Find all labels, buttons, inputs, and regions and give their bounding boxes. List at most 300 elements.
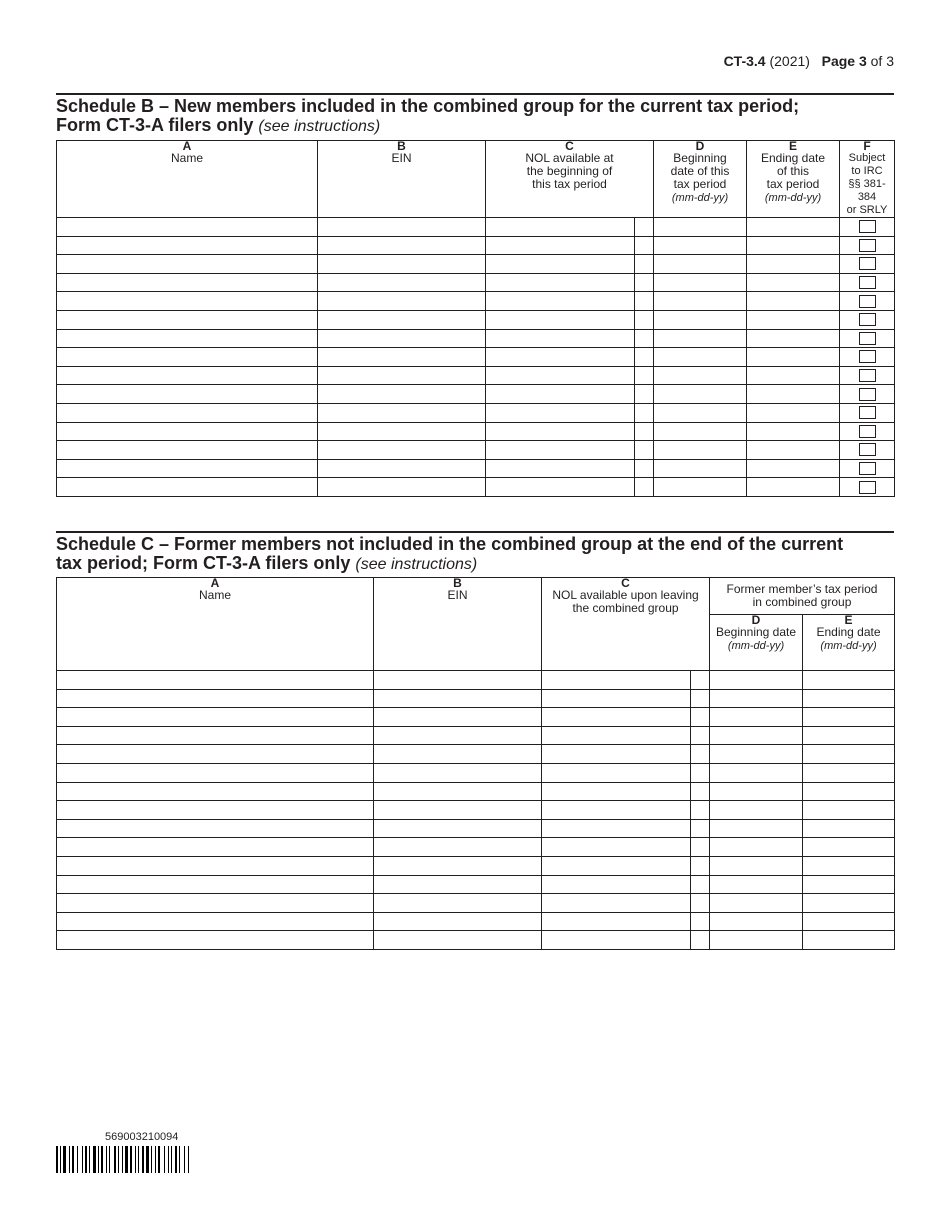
end-date-cell[interactable] bbox=[747, 310, 840, 329]
subject-checkbox[interactable] bbox=[859, 220, 876, 233]
name-cell[interactable] bbox=[57, 255, 318, 274]
barcode-bar bbox=[125, 1146, 128, 1173]
schedule-c-header-row-1 bbox=[57, 578, 895, 615]
nol-cents-cell[interactable] bbox=[691, 931, 710, 950]
nol-cents-cell[interactable] bbox=[635, 422, 654, 441]
barcode-bar bbox=[188, 1146, 189, 1173]
begin-date-cell[interactable] bbox=[710, 708, 803, 727]
schedule-b-row bbox=[57, 273, 895, 292]
ein-cell[interactable] bbox=[374, 745, 542, 764]
ein-cell[interactable] bbox=[318, 441, 486, 460]
nol-cents-cell[interactable] bbox=[635, 329, 654, 348]
schedule-b-instructions: (see instructions) bbox=[258, 118, 381, 135]
ein-cell[interactable] bbox=[374, 671, 542, 690]
subject-checkbox[interactable] bbox=[859, 313, 876, 326]
nol-cell[interactable] bbox=[486, 273, 635, 292]
subject-cell[interactable] bbox=[840, 422, 895, 441]
begin-date-cell[interactable] bbox=[654, 236, 747, 255]
barcode-bar bbox=[72, 1146, 74, 1173]
schedule-b-row bbox=[57, 236, 895, 255]
barcode-bar bbox=[77, 1146, 78, 1173]
begin-date-cell[interactable] bbox=[710, 782, 803, 801]
begin-date-cell[interactable] bbox=[654, 366, 747, 385]
schedule-c-row bbox=[57, 894, 895, 913]
nol-cents-cell[interactable] bbox=[635, 236, 654, 255]
barcode-bar bbox=[93, 1146, 96, 1173]
nol-cell[interactable] bbox=[486, 459, 635, 478]
form-number: CT-3.4 bbox=[723, 53, 766, 69]
nol-cents-cell[interactable] bbox=[691, 801, 710, 820]
barcode-bar bbox=[101, 1146, 103, 1173]
ein-cell[interactable] bbox=[318, 218, 486, 237]
end-date-cell[interactable] bbox=[747, 403, 840, 422]
end-date-cell[interactable] bbox=[803, 856, 895, 875]
end-date-cell[interactable] bbox=[803, 745, 895, 764]
end-date-cell[interactable] bbox=[803, 838, 895, 857]
nol-cell[interactable] bbox=[486, 403, 635, 422]
ein-cell[interactable] bbox=[318, 403, 486, 422]
schedule-c-title-line2: tax period; Form CT-3-A filers only (see instructions) bbox=[56, 553, 478, 573]
ein-cell[interactable] bbox=[318, 236, 486, 255]
begin-date-cell[interactable] bbox=[710, 875, 803, 894]
end-date-cell[interactable] bbox=[747, 478, 840, 497]
schedule-c-row bbox=[57, 819, 895, 838]
barcode-bar bbox=[60, 1146, 61, 1173]
name-cell[interactable] bbox=[57, 236, 318, 255]
end-date-cell[interactable] bbox=[803, 931, 895, 950]
subject-checkbox[interactable] bbox=[859, 462, 876, 475]
begin-date-cell[interactable] bbox=[710, 745, 803, 764]
schedule-c-row bbox=[57, 708, 895, 727]
subject-cell[interactable] bbox=[840, 218, 895, 237]
ein-cell[interactable] bbox=[374, 819, 542, 838]
nol-cents-cell[interactable] bbox=[635, 478, 654, 497]
ein-cell[interactable] bbox=[318, 459, 486, 478]
nol-cell[interactable] bbox=[486, 385, 635, 404]
barcode-bar bbox=[146, 1146, 149, 1173]
nol-cell[interactable] bbox=[542, 726, 691, 745]
end-date-cell[interactable] bbox=[803, 819, 895, 838]
schedule-c-row bbox=[57, 912, 895, 931]
end-date-cell[interactable] bbox=[747, 273, 840, 292]
subject-cell[interactable] bbox=[840, 273, 895, 292]
nol-cents-cell[interactable] bbox=[635, 441, 654, 460]
schedule-c-row bbox=[57, 763, 895, 782]
barcode-bar bbox=[82, 1146, 83, 1173]
barcode-number: 569003210094 bbox=[105, 1131, 179, 1143]
barcode-bar bbox=[63, 1146, 66, 1173]
name-cell[interactable] bbox=[57, 708, 374, 727]
nol-cell[interactable] bbox=[542, 912, 691, 931]
nol-cents-cell[interactable] bbox=[691, 838, 710, 857]
nol-cents-cell[interactable] bbox=[635, 273, 654, 292]
schedule-b-title-line1: Schedule B – New members included in the combined group for the current tax period; bbox=[56, 96, 800, 116]
tax-period-group-header: Former member’s tax period in combined group bbox=[710, 578, 895, 615]
name-cell[interactable] bbox=[57, 385, 318, 404]
begin-date-cell[interactable] bbox=[710, 912, 803, 931]
subject-checkbox[interactable] bbox=[859, 369, 876, 382]
end-date-cell[interactable] bbox=[803, 875, 895, 894]
end-date-cell[interactable] bbox=[747, 329, 840, 348]
nol-cents-cell[interactable] bbox=[691, 745, 710, 764]
ein-cell[interactable] bbox=[374, 838, 542, 857]
ein-cell[interactable] bbox=[374, 726, 542, 745]
nol-cell[interactable] bbox=[486, 329, 635, 348]
barcode-bar bbox=[164, 1146, 165, 1173]
ein-cell[interactable] bbox=[318, 329, 486, 348]
begin-date-cell[interactable] bbox=[710, 838, 803, 857]
end-date-cell[interactable] bbox=[803, 801, 895, 820]
end-date-cell[interactable] bbox=[747, 236, 840, 255]
barcode-bar bbox=[135, 1146, 136, 1173]
begin-date-cell[interactable] bbox=[654, 422, 747, 441]
name-cell[interactable] bbox=[57, 782, 374, 801]
ein-cell[interactable] bbox=[374, 708, 542, 727]
begin-date-cell[interactable] bbox=[710, 931, 803, 950]
barcode-bar bbox=[109, 1146, 110, 1173]
schedule-b-row bbox=[57, 478, 895, 497]
nol-cell[interactable] bbox=[542, 838, 691, 857]
col-e-header: E Ending date (mm-dd-yy) bbox=[803, 615, 895, 671]
name-cell[interactable] bbox=[57, 218, 318, 237]
begin-date-cell[interactable] bbox=[710, 689, 803, 708]
name-cell[interactable] bbox=[57, 441, 318, 460]
nol-cell[interactable] bbox=[542, 819, 691, 838]
schedule-b-row bbox=[57, 385, 895, 404]
subject-cell[interactable] bbox=[840, 478, 895, 497]
nol-cell[interactable] bbox=[542, 763, 691, 782]
nol-cents-cell[interactable] bbox=[691, 689, 710, 708]
schedule-c-row bbox=[57, 875, 895, 894]
nol-cents-cell[interactable] bbox=[635, 459, 654, 478]
name-cell[interactable] bbox=[57, 689, 374, 708]
nol-cents-cell[interactable] bbox=[691, 856, 710, 875]
schedule-c-row bbox=[57, 801, 895, 820]
name-cell[interactable] bbox=[57, 726, 374, 745]
name-cell[interactable] bbox=[57, 745, 374, 764]
schedule-b-header-row bbox=[57, 141, 895, 218]
end-date-cell[interactable] bbox=[803, 671, 895, 690]
ein-cell[interactable] bbox=[318, 422, 486, 441]
nol-cents-cell[interactable] bbox=[691, 726, 710, 745]
subject-checkbox[interactable] bbox=[859, 295, 876, 308]
subject-cell[interactable] bbox=[840, 403, 895, 422]
begin-date-cell[interactable] bbox=[654, 329, 747, 348]
nol-cell[interactable] bbox=[542, 782, 691, 801]
end-date-cell[interactable] bbox=[803, 726, 895, 745]
schedule-c-row bbox=[57, 689, 895, 708]
schedule-b-row bbox=[57, 292, 895, 311]
nol-cell[interactable] bbox=[486, 292, 635, 311]
end-date-cell[interactable] bbox=[747, 292, 840, 311]
ein-cell[interactable] bbox=[374, 912, 542, 931]
subject-checkbox[interactable] bbox=[859, 239, 876, 252]
begin-date-cell[interactable] bbox=[654, 348, 747, 367]
begin-date-cell[interactable] bbox=[654, 385, 747, 404]
barcode-bar bbox=[114, 1146, 116, 1173]
schedule-b-title-line2: Form CT-3-A filers only (see instructions) bbox=[56, 115, 381, 135]
name-cell[interactable] bbox=[57, 763, 374, 782]
ein-cell[interactable] bbox=[374, 856, 542, 875]
barcode-bar bbox=[151, 1146, 152, 1173]
col-a-header: A Name bbox=[57, 141, 318, 218]
nol-cents-cell[interactable] bbox=[635, 292, 654, 311]
ein-cell[interactable] bbox=[318, 478, 486, 497]
begin-date-cell[interactable] bbox=[710, 894, 803, 913]
barcode-bar bbox=[175, 1146, 177, 1173]
begin-date-cell[interactable] bbox=[654, 292, 747, 311]
nol-cents-cell[interactable] bbox=[691, 782, 710, 801]
ein-cell[interactable] bbox=[318, 292, 486, 311]
barcode-bar bbox=[89, 1146, 90, 1173]
end-date-cell[interactable] bbox=[747, 348, 840, 367]
name-cell[interactable] bbox=[57, 671, 374, 690]
schedule-c-instructions: (see instructions) bbox=[355, 556, 478, 573]
barcode-bar bbox=[56, 1146, 58, 1173]
subject-cell[interactable] bbox=[840, 348, 895, 367]
barcode-bar bbox=[85, 1146, 87, 1173]
col-c-header: C NOL available at the beginning of this tax period bbox=[486, 141, 654, 218]
subject-cell[interactable] bbox=[840, 441, 895, 460]
begin-date-cell[interactable] bbox=[710, 819, 803, 838]
subject-checkbox[interactable] bbox=[859, 481, 876, 494]
nol-cell[interactable] bbox=[542, 745, 691, 764]
end-date-cell[interactable] bbox=[803, 782, 895, 801]
nol-cell[interactable] bbox=[542, 801, 691, 820]
ein-cell[interactable] bbox=[374, 689, 542, 708]
schedule-c-row bbox=[57, 782, 895, 801]
schedule-b-row bbox=[57, 329, 895, 348]
nol-cents-cell[interactable] bbox=[635, 385, 654, 404]
page-of: of 3 bbox=[870, 53, 894, 69]
barcode-bar bbox=[106, 1146, 107, 1173]
schedule-c-row bbox=[57, 856, 895, 875]
subject-checkbox[interactable] bbox=[859, 257, 876, 270]
begin-date-cell[interactable] bbox=[654, 218, 747, 237]
nol-cell[interactable] bbox=[542, 931, 691, 950]
ein-cell[interactable] bbox=[374, 894, 542, 913]
nol-cell[interactable] bbox=[486, 478, 635, 497]
schedule-b-table bbox=[56, 140, 895, 497]
col-c-header: C NOL available upon leaving the combined group bbox=[542, 578, 710, 671]
subject-checkbox[interactable] bbox=[859, 406, 876, 419]
schedule-b-row bbox=[57, 403, 895, 422]
ein-cell[interactable] bbox=[318, 348, 486, 367]
name-cell[interactable] bbox=[57, 931, 374, 950]
begin-date-cell[interactable] bbox=[654, 310, 747, 329]
nol-cell[interactable] bbox=[542, 875, 691, 894]
nol-cell[interactable] bbox=[486, 255, 635, 274]
end-date-cell[interactable] bbox=[803, 689, 895, 708]
schedule-b-row bbox=[57, 348, 895, 367]
col-d-header: D Beginning date (mm-dd-yy) bbox=[710, 615, 803, 671]
subject-cell[interactable] bbox=[840, 236, 895, 255]
col-d-header: D Beginning date of this tax period (mm-dd-yy) bbox=[654, 141, 747, 218]
col-a-header: A Name bbox=[57, 578, 374, 671]
name-cell[interactable] bbox=[57, 801, 374, 820]
nol-cents-cell[interactable] bbox=[635, 218, 654, 237]
schedule-c-row bbox=[57, 745, 895, 764]
end-date-cell[interactable] bbox=[803, 763, 895, 782]
barcode-bar bbox=[122, 1146, 123, 1173]
begin-date-cell[interactable] bbox=[710, 726, 803, 745]
subject-cell[interactable] bbox=[840, 459, 895, 478]
barcode-bar bbox=[171, 1146, 172, 1173]
schedule-b-row bbox=[57, 459, 895, 478]
nol-cents-cell[interactable] bbox=[691, 875, 710, 894]
ein-cell[interactable] bbox=[318, 366, 486, 385]
subject-checkbox[interactable] bbox=[859, 276, 876, 289]
begin-date-cell[interactable] bbox=[654, 273, 747, 292]
nol-cents-cell[interactable] bbox=[635, 348, 654, 367]
nol-cell[interactable] bbox=[486, 218, 635, 237]
ein-cell[interactable] bbox=[374, 782, 542, 801]
ein-cell[interactable] bbox=[318, 255, 486, 274]
nol-cell[interactable] bbox=[486, 310, 635, 329]
nol-cents-cell[interactable] bbox=[635, 403, 654, 422]
end-date-cell[interactable] bbox=[747, 255, 840, 274]
subject-cell[interactable] bbox=[840, 255, 895, 274]
end-date-cell[interactable] bbox=[803, 894, 895, 913]
begin-date-cell[interactable] bbox=[654, 255, 747, 274]
ein-cell[interactable] bbox=[374, 931, 542, 950]
schedule-c-row bbox=[57, 726, 895, 745]
begin-date-cell[interactable] bbox=[654, 478, 747, 497]
name-cell[interactable] bbox=[57, 459, 318, 478]
nol-cell[interactable] bbox=[486, 348, 635, 367]
nol-cents-cell[interactable] bbox=[635, 310, 654, 329]
schedule-b-row bbox=[57, 310, 895, 329]
barcode-bar bbox=[142, 1146, 144, 1173]
barcode-bar bbox=[168, 1146, 169, 1173]
col-e-header: E Ending date of this tax period (mm-dd-yy) bbox=[747, 141, 840, 218]
name-cell[interactable] bbox=[57, 422, 318, 441]
name-cell[interactable] bbox=[57, 819, 374, 838]
form-year: (2021) bbox=[769, 53, 810, 69]
nol-cents-cell[interactable] bbox=[635, 366, 654, 385]
end-date-cell[interactable] bbox=[803, 708, 895, 727]
name-cell[interactable] bbox=[57, 292, 318, 311]
barcode-bar bbox=[179, 1146, 180, 1173]
barcode-bar bbox=[158, 1146, 160, 1173]
nol-cell[interactable] bbox=[486, 366, 635, 385]
end-date-cell[interactable] bbox=[747, 459, 840, 478]
name-cell[interactable] bbox=[57, 310, 318, 329]
end-date-cell[interactable] bbox=[747, 366, 840, 385]
page-header bbox=[724, 53, 894, 69]
subject-cell[interactable] bbox=[840, 292, 895, 311]
subject-checkbox[interactable] bbox=[859, 350, 876, 363]
nol-cents-cell[interactable] bbox=[691, 912, 710, 931]
name-cell[interactable] bbox=[57, 366, 318, 385]
nol-cell[interactable] bbox=[486, 422, 635, 441]
end-date-cell[interactable] bbox=[747, 441, 840, 460]
subject-checkbox[interactable] bbox=[859, 388, 876, 401]
name-cell[interactable] bbox=[57, 838, 374, 857]
barcode-bar bbox=[130, 1146, 132, 1173]
end-date-cell[interactable] bbox=[747, 422, 840, 441]
name-cell[interactable] bbox=[57, 329, 318, 348]
schedule-c-row bbox=[57, 931, 895, 950]
name-cell[interactable] bbox=[57, 912, 374, 931]
schedule-c-row bbox=[57, 671, 895, 690]
nol-cents-cell[interactable] bbox=[691, 819, 710, 838]
nol-cents-cell[interactable] bbox=[691, 763, 710, 782]
begin-date-cell[interactable] bbox=[654, 459, 747, 478]
barcode-bar bbox=[138, 1146, 139, 1173]
ein-cell[interactable] bbox=[318, 310, 486, 329]
barcode-bar bbox=[69, 1146, 70, 1173]
nol-cell[interactable] bbox=[542, 671, 691, 690]
barcode-bar bbox=[155, 1146, 156, 1173]
schedule-b-row bbox=[57, 422, 895, 441]
ein-cell[interactable] bbox=[374, 801, 542, 820]
col-f-header: F Subject to IRC §§ 381-384 or SRLY bbox=[840, 141, 895, 218]
begin-date-cell[interactable] bbox=[654, 403, 747, 422]
subject-cell[interactable] bbox=[840, 310, 895, 329]
name-cell[interactable] bbox=[57, 403, 318, 422]
subject-checkbox[interactable] bbox=[859, 443, 876, 456]
ein-cell[interactable] bbox=[318, 273, 486, 292]
schedule-c-title bbox=[56, 531, 894, 574]
schedule-b-row bbox=[57, 255, 895, 274]
nol-cents-cell[interactable] bbox=[691, 671, 710, 690]
col-b-header: B EIN bbox=[318, 141, 486, 218]
nol-cents-cell[interactable] bbox=[691, 708, 710, 727]
end-date-cell[interactable] bbox=[747, 385, 840, 404]
schedule-b-row bbox=[57, 366, 895, 385]
begin-date-cell[interactable] bbox=[710, 856, 803, 875]
subject-cell[interactable] bbox=[840, 385, 895, 404]
nol-cell[interactable] bbox=[542, 708, 691, 727]
barcode-bar bbox=[98, 1146, 99, 1173]
nol-cents-cell[interactable] bbox=[691, 894, 710, 913]
begin-date-cell[interactable] bbox=[654, 441, 747, 460]
subject-checkbox[interactable] bbox=[859, 332, 876, 345]
name-cell[interactable] bbox=[57, 894, 374, 913]
schedule-c-table bbox=[56, 577, 895, 950]
schedule-c-row bbox=[57, 838, 895, 857]
nol-cell[interactable] bbox=[486, 236, 635, 255]
name-cell[interactable] bbox=[57, 875, 374, 894]
name-cell[interactable] bbox=[57, 856, 374, 875]
ein-cell[interactable] bbox=[374, 763, 542, 782]
subject-cell[interactable] bbox=[840, 329, 895, 348]
subject-cell[interactable] bbox=[840, 366, 895, 385]
name-cell[interactable] bbox=[57, 348, 318, 367]
barcode bbox=[56, 1146, 191, 1173]
end-date-cell[interactable] bbox=[747, 218, 840, 237]
begin-date-cell[interactable] bbox=[710, 671, 803, 690]
nol-cell[interactable] bbox=[542, 689, 691, 708]
name-cell[interactable] bbox=[57, 273, 318, 292]
name-cell[interactable] bbox=[57, 478, 318, 497]
subject-checkbox[interactable] bbox=[859, 425, 876, 438]
barcode-bar bbox=[118, 1146, 119, 1173]
end-date-cell[interactable] bbox=[803, 912, 895, 931]
ein-cell[interactable] bbox=[318, 385, 486, 404]
schedule-b-row bbox=[57, 218, 895, 237]
col-b-header: B EIN bbox=[374, 578, 542, 671]
nol-cell[interactable] bbox=[486, 441, 635, 460]
nol-cell[interactable] bbox=[542, 894, 691, 913]
nol-cents-cell[interactable] bbox=[635, 255, 654, 274]
begin-date-cell[interactable] bbox=[710, 763, 803, 782]
ein-cell[interactable] bbox=[374, 875, 542, 894]
begin-date-cell[interactable] bbox=[710, 801, 803, 820]
schedule-b-title bbox=[56, 93, 894, 136]
nol-cell[interactable] bbox=[542, 856, 691, 875]
